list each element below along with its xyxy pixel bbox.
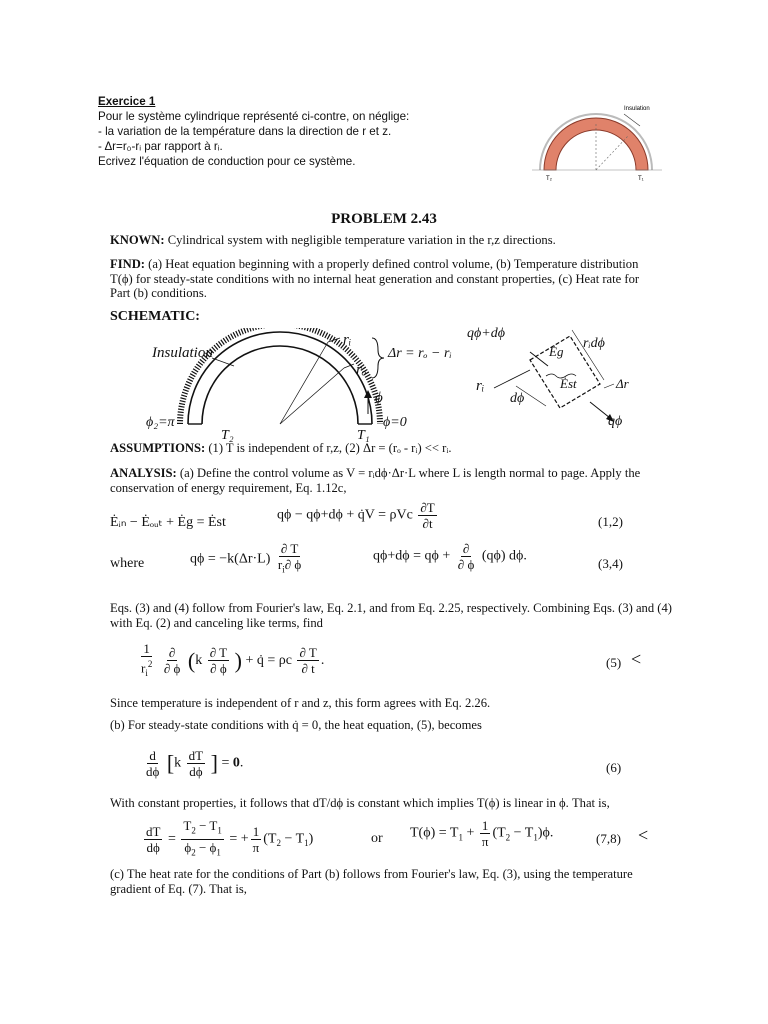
fraction: $\frac{dT}{d\phi}$ xyxy=(146,823,161,855)
exercise-line: Ecrivez l'équation de conduction pour ce système. xyxy=(98,155,356,168)
figure-insulation-label: Insulation xyxy=(624,106,650,112)
equation-1-2-left: Ėᵢₙ − Ėₒᵤₜ + Ėg = Ėst xyxy=(110,515,226,530)
equation-or: or xyxy=(371,831,383,846)
cv-est-label: Ėst xyxy=(560,376,577,391)
schematic-ro-label: rₒ xyxy=(356,362,367,378)
assumptions-paragraph xyxy=(110,441,670,456)
schematic-t1-label: T₁ xyxy=(357,428,370,443)
cv-dphi-label: dϕ xyxy=(510,391,525,406)
figure-t-left: T₂ xyxy=(546,176,552,182)
known-text: Cylindrical system with negligible temperature variation in the r,z directions. xyxy=(167,233,556,247)
figure-t-right: T₁ xyxy=(638,176,644,182)
equation-7: $\frac{dT}{d\phi}$ = $\frac{T_2 - T_1}{\phi_2 - \phi_1}$ = + $\frac{1}{\pi}$ $(T_2 - T_1)$ xyxy=(142,818,313,860)
cv-dr-label: Δr xyxy=(616,376,629,391)
find-label: FIND: xyxy=(110,257,145,271)
equation-3-text: qϕ = −k(Δr·L) xyxy=(190,551,271,567)
fraction: $\frac{dT}{d\phi}$ xyxy=(188,748,204,779)
exercise-figure xyxy=(528,96,668,182)
answer-marker: < xyxy=(631,649,642,669)
fraction: $\frac{\partial T}{r_i\partial \phi}$ xyxy=(277,541,302,575)
find-paragraph xyxy=(110,257,662,301)
cv-eg-label: Ėg xyxy=(549,344,564,359)
schematic-phi-pi-label: ϕ₂=π xyxy=(146,415,175,430)
cv-q-top-label: qϕ+dϕ xyxy=(467,326,505,341)
cv-q-bottom-label: qϕ xyxy=(608,414,623,429)
schematic-ri-label: rᵢ xyxy=(343,332,352,348)
equation-1-2-right xyxy=(277,500,439,531)
equation-1-2-mid: qϕ − qϕ+dϕ + q̇V = ρVc xyxy=(277,507,413,523)
schematic-label: SCHEMATIC: xyxy=(110,309,200,324)
paragraph-agrees: Since temperature is independent of r and z, this form agrees with Eq. 2.26. xyxy=(110,696,491,710)
equation-6-number: (6) xyxy=(606,760,622,775)
schematic-insulation-label: Insulation xyxy=(152,345,213,361)
schematic-phi-label: ϕ xyxy=(375,390,383,406)
equation-4 xyxy=(373,541,527,572)
equation-3-4-number: (3,4) xyxy=(598,556,623,571)
exercise-line: - Δr=r₀-rᵢ par rapport à rᵢ. xyxy=(98,140,223,153)
fraction: $\frac{1}{r_i^2}$ xyxy=(141,641,153,678)
fraction: $\frac{\partial T}{\partial t}$ xyxy=(299,645,317,677)
fraction: $\frac{d}{d\phi}$ xyxy=(146,748,160,779)
schematic-phi-zero-label: ϕ=0 xyxy=(383,415,407,430)
known-paragraph xyxy=(110,233,670,248)
schematic-t2-label: T₂ xyxy=(221,428,234,443)
fraction: $\frac{\partial T}{\partial \phi}$ xyxy=(209,645,228,677)
exercise-line: Pour le système cylindrique représenté ci-contre, on néglige: xyxy=(98,110,410,123)
analysis-text: (a) Define the control volume as V = rᵢdϕ·Δr·L where L is length normal to page. Apply the conservation of energy requirement, Eq. 1.12c, xyxy=(110,466,641,495)
assumptions-label: ASSUMPTIONS: xyxy=(110,441,206,455)
fraction: $\frac{1}{\pi}$ xyxy=(481,818,489,849)
equation-6: $\frac{d}{d\phi}$ [k $\frac{dT}{d\phi}$ ] = 0. xyxy=(146,748,244,779)
fraction: $\frac{1}{\pi}$ xyxy=(252,823,260,855)
fraction: $\frac{\partial}{\partial \phi}$ xyxy=(163,645,181,677)
equation-7-8-number: (7,8) xyxy=(596,831,621,846)
known-label: KNOWN: xyxy=(110,233,165,247)
equation-3 xyxy=(190,541,305,578)
schematic-dr-equation: Δr = rₒ − rᵢ xyxy=(388,346,452,361)
paragraph-heat-rate: (c) The heat rate for the conditions of Part (b) follows from Fourier's law, Eq. (3), using the temperature gradient of Eq. (7). That is, xyxy=(110,867,633,896)
assumptions-text: (1) T is independent of r,z, (2) Δr = (rₒ - rᵢ) << rᵢ. xyxy=(208,441,452,455)
cv-ridphi-label: rᵢdϕ xyxy=(583,336,605,351)
fraction: $\frac{\partial}{\partial \phi}$ xyxy=(457,541,475,572)
equation-8: $T(\phi) = T_1$ + $\frac{1}{\pi}$ $(T_2 - T_1)\phi$. xyxy=(410,818,554,849)
answer-marker: < xyxy=(638,825,649,845)
equation-5-number: (5) xyxy=(606,655,622,670)
where-label: where xyxy=(110,556,145,571)
exercise-block xyxy=(98,94,528,169)
problem-title: PROBLEM 2.43 xyxy=(331,211,437,227)
fraction: $\frac{T_2 - T_1}{\phi_2 - \phi_1}$ xyxy=(183,818,222,858)
find-text: (a) Heat equation beginning with a properly defined control volume, (b) Temperature distribution T(ϕ) for steady-state conditions with no internal heat generation and constant properties, (c) Heat rate for Part (b) conditions. xyxy=(110,257,640,300)
equation-4-text: qϕ+dϕ = qϕ + xyxy=(373,548,451,564)
equation-4-tail: (qϕ) dϕ. xyxy=(481,548,527,564)
exercise-line: - la variation de la température dans la direction de r et z. xyxy=(98,125,392,138)
paragraph-steady-state: (b) For steady-state conditions with q̇ = 0, the heat equation, (5), becomes xyxy=(110,718,482,732)
exercise-title: Exercice 1 xyxy=(98,95,156,108)
equation-1-2-number: (1,2) xyxy=(598,514,623,529)
paragraph-fourier: Eqs. (3) and (4) follow from Fourier's law, Eq. 2.1, and from Eq. 2.25, respectively. Combining Eqs. (3) and (4) with Eq. (2) and canceling like terms, find xyxy=(110,601,672,630)
cv-ri-label: rᵢ xyxy=(476,378,485,394)
paragraph-linear: With constant properties, it follows that dT/dϕ is constant which implies T(ϕ) is linear in ϕ. That is, xyxy=(110,796,610,810)
fraction: $\frac{\partial T}{\partial t}$ xyxy=(420,500,435,531)
equation-5: $\frac{1}{r_i^2}$ $\frac{\partial}{\partial \phi}$ (k $\frac{\partial T}{\partial \phi}$ ) + q̇ = ρc $\frac{\partial T}{\partial t}$ . xyxy=(137,641,324,681)
analysis-paragraph xyxy=(110,466,672,495)
analysis-label: ANALYSIS: xyxy=(110,466,177,480)
